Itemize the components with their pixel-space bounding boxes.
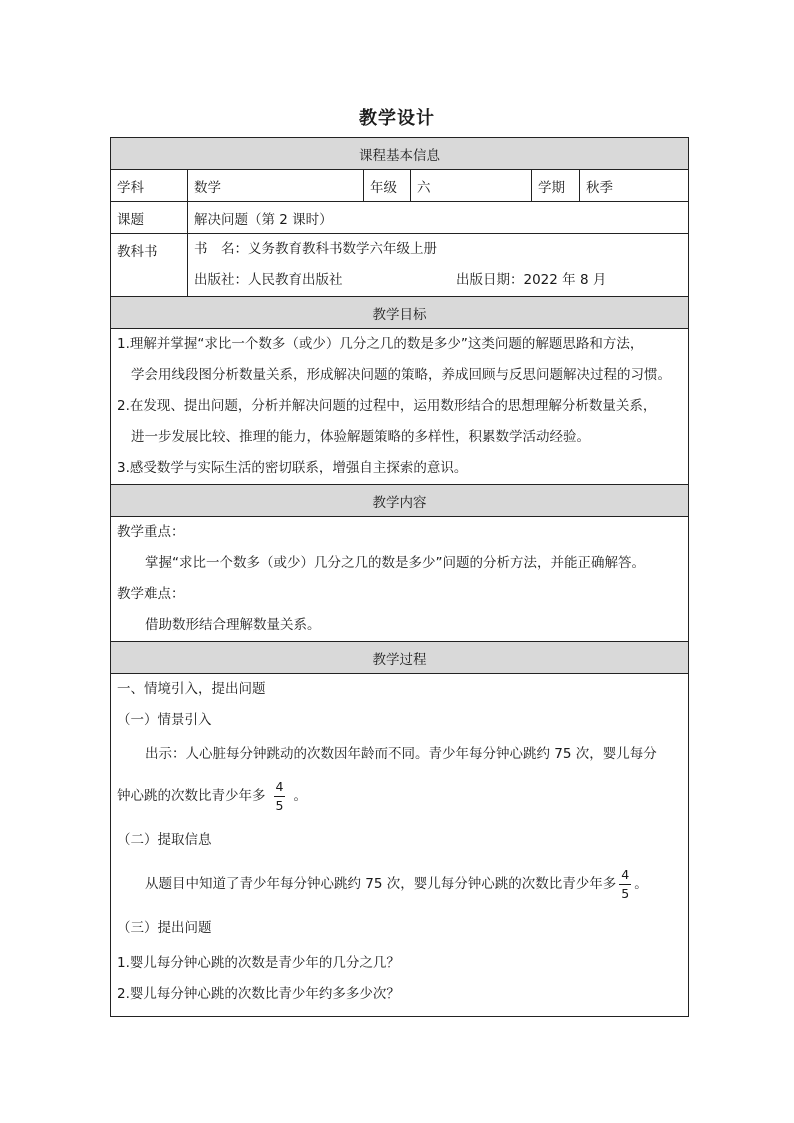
section-header-basic-info [111, 138, 689, 170]
subject-label: 学科 [111, 170, 188, 202]
fraction-denominator: 5 [275, 798, 284, 813]
publish-date: 出版日期：2022 年 8 月 [456, 272, 607, 288]
content-body [111, 517, 689, 642]
textbook-label: 教科书 [111, 234, 188, 297]
process-heading: 教学过程 [111, 642, 689, 674]
objective-line: 3.感受数学与实际生活的密切联系，增强自主探索的意识。 [117, 460, 468, 476]
objective-line: 1.理解并掌握“求比一个数多（或少）几分之几的数是多少”这类问题的解题思路和方法， [117, 336, 644, 352]
book-name: 书 名：义务教育教科书数学六年级上册 [194, 241, 437, 257]
part-heading: 一、情境引入，提出问题 [117, 681, 266, 697]
objectives-heading: 教学目标 [111, 297, 689, 329]
scenario-text-end: 钟心跳的次数比青少年多 [117, 788, 266, 804]
topic-label: 课题 [111, 202, 188, 234]
difficulty-label: 教学难点： [117, 586, 185, 602]
subject-value: 数学 [188, 170, 364, 202]
subheading-extract-info: （二）提取信息 [117, 832, 212, 848]
content-row [111, 517, 689, 642]
objective-line: 进一步发展比较、推理的能力，体验解题策略的多样性，积累数学活动经验。 [131, 429, 590, 445]
key-point-text: 掌握“求比一个数多（或少）几分之几的数是多少”问题的分析方法，并能正确解答。 [145, 555, 645, 571]
section-header-process [111, 642, 689, 674]
section-header-objectives [111, 297, 689, 329]
key-point-label: 教学重点： [117, 524, 185, 540]
objectives-body [111, 329, 689, 485]
section-header-content [111, 485, 689, 517]
subject-row [111, 170, 689, 202]
scenario-text: 出示：人心脏每分钟跳动的次数因年龄而不同。青少年每分钟心跳约 75 次，婴儿每分 [145, 746, 657, 762]
term-label: 学期 [532, 170, 580, 202]
info-text: 从题目中知道了青少年每分钟心跳约 75 次，婴儿每分钟心跳的次数比青少年多 [145, 876, 617, 892]
question-2: 2.婴儿每分钟心跳的次数比青少年约多多少次？ [117, 986, 400, 1002]
period: 。 [293, 788, 307, 804]
lesson-plan-table [110, 137, 689, 1017]
fraction-four-fifths [619, 866, 631, 902]
objective-line: 2.在发现、提出问题，分析并解决问题的过程中，运用数形结合的思想理解分析数量关系， [117, 398, 657, 414]
info-text-line [117, 860, 682, 908]
difficulty-text: 借助数形结合理解数量关系。 [145, 617, 321, 633]
objective-line: 学会用线段图分析数量关系，形成解决问题的策略，养成回顾与反思问题解决过程的习惯。 [131, 367, 671, 383]
topic-value: 解决问题（第 2 课时） [188, 202, 689, 234]
process-row [111, 674, 689, 1017]
question-1: 1.婴儿每分钟心跳的次数是青少年的几分之几？ [117, 955, 400, 971]
fraction-four-fifths [274, 778, 286, 814]
textbook-row [111, 234, 689, 297]
textbook-info [188, 234, 689, 297]
publisher-line [194, 265, 682, 296]
term-value: 秋季 [580, 170, 689, 202]
scenario-text-cont [117, 772, 682, 820]
subheading-scenario: （一）情景引入 [117, 712, 212, 728]
period: 。 [634, 876, 648, 892]
topic-row [111, 202, 689, 234]
grade-value: 六 [411, 170, 532, 202]
objectives-row [111, 329, 689, 485]
subheading-ask-questions: （三）提出问题 [117, 920, 212, 936]
basic-info-heading: 课程基本信息 [111, 138, 689, 170]
content-heading: 教学内容 [111, 485, 689, 517]
fraction-numerator: 4 [619, 866, 631, 885]
fraction-denominator: 5 [621, 886, 630, 901]
grade-label: 年级 [364, 170, 411, 202]
process-body [111, 674, 689, 1017]
fraction-numerator: 4 [274, 778, 286, 797]
document-title: 教学设计 [359, 108, 435, 129]
publisher: 出版社：人民教育出版社 [194, 272, 343, 288]
